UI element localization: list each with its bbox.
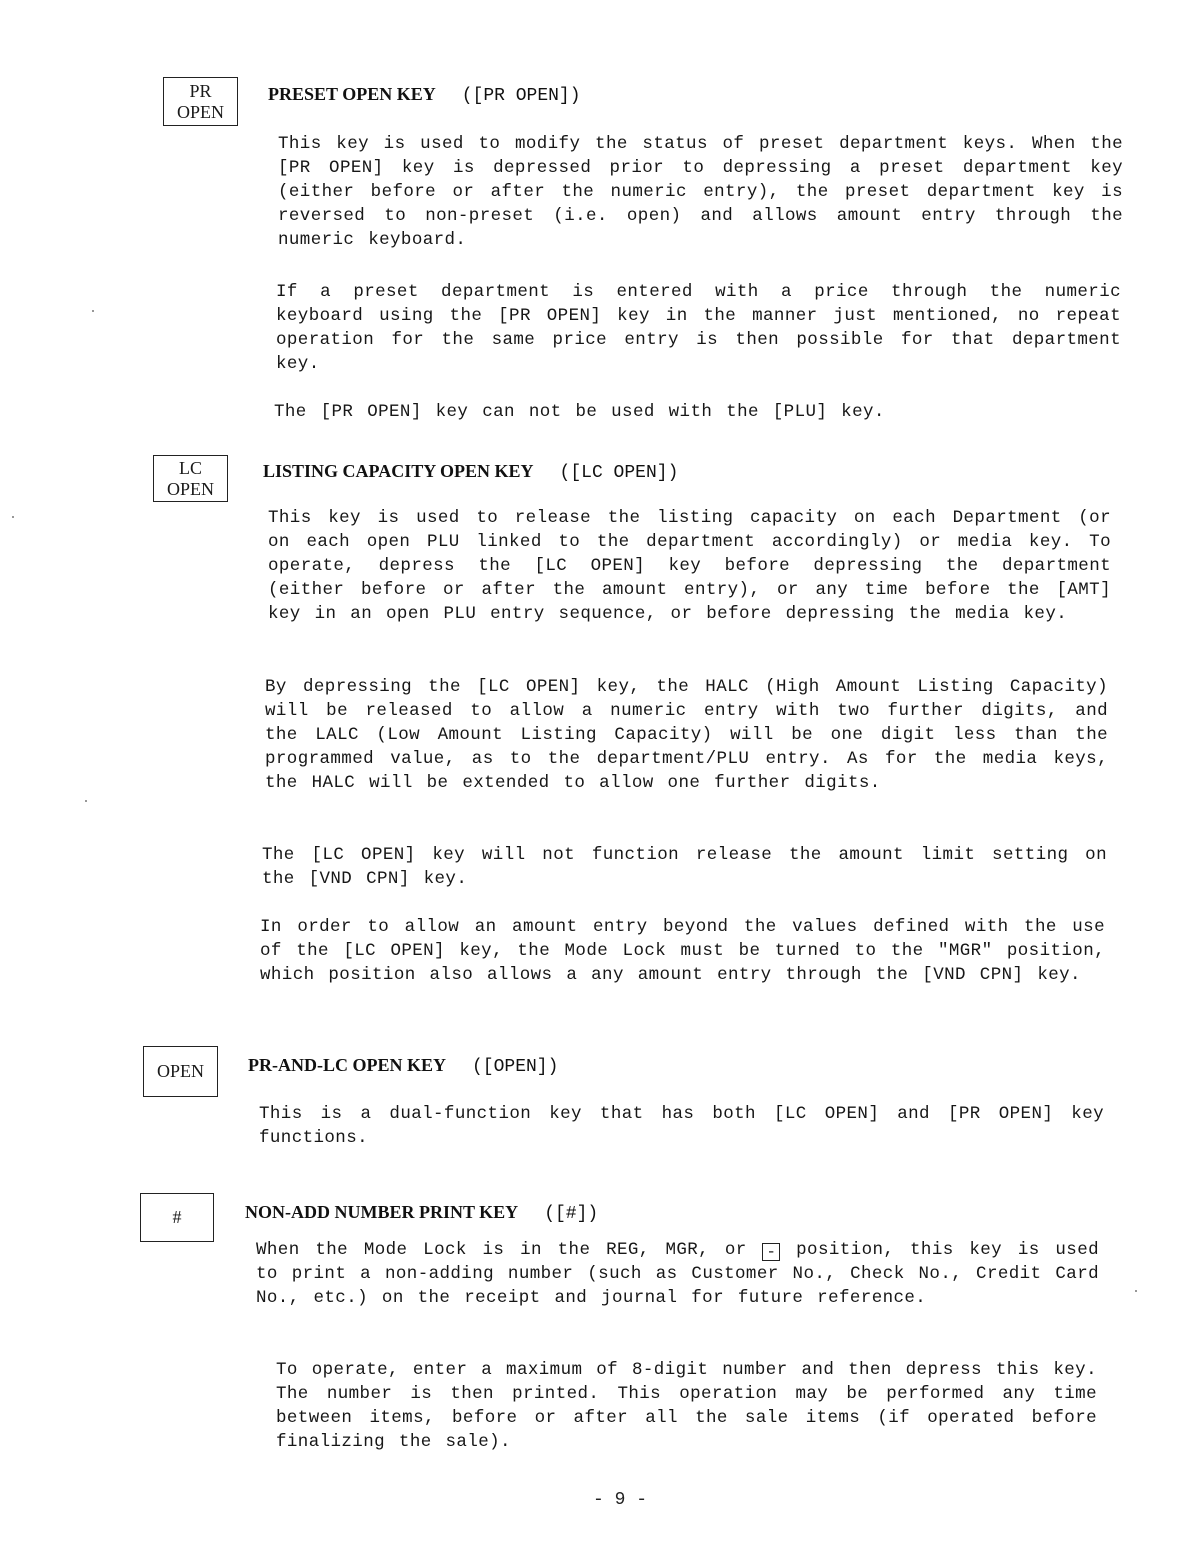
section-title: NON-ADD NUMBER PRINT KEY	[245, 1202, 519, 1222]
section-title: LISTING CAPACITY OPEN KEY	[263, 461, 534, 481]
section-heading	[245, 1202, 598, 1224]
paragraph: To operate, enter a maximum of 8-digit number and then depress this key. The number is then printed. This operation may be performed any time between items, before or after all the sale items (if operated before finalizing the sale).	[276, 1360, 1097, 1452]
key-label-line: PR	[189, 80, 212, 101]
paragraph-text: When the Mode Lock is in the REG, MGR, or	[256, 1240, 747, 1260]
section-title: PR-AND-LC OPEN KEY	[248, 1055, 446, 1075]
section-key-ref: ([#])	[544, 1204, 599, 1224]
paragraph	[256, 1238, 1099, 1310]
mode-position-box-icon: -	[762, 1243, 780, 1261]
key-label-line: #	[172, 1207, 182, 1227]
paragraph: This key is used to modify the status of preset department keys. When the [PR OPEN] key is depressed prior to depressing a preset department key (either before or after the numeric entry), the preset department key is reversed to non-preset (i.e. open) and allows amount entry through the numeric keyboard.	[278, 134, 1123, 250]
paragraph: In order to allow an amount entry beyond the values defined with the use of the [LC OPEN] key, the Mode Lock must be turned to the "MGR" position, which position also allows a any amount entry through the [VND CPN] key.	[260, 917, 1105, 985]
scan-speck	[1135, 1290, 1137, 1292]
section-heading	[248, 1055, 558, 1077]
pr-open-key-icon	[163, 77, 238, 126]
section-key-ref: ([OPEN])	[472, 1057, 559, 1077]
open-key-icon	[143, 1046, 218, 1097]
lc-open-key-icon	[153, 455, 228, 502]
page-number: - 9 -	[592, 1490, 647, 1510]
paragraph-text: position, this key is used to print a non-adding number (such as Customer No., Check No., Credit Card No., etc.) on the receipt and journal for future reference.	[256, 1240, 1100, 1308]
paragraph: If a preset department is entered with a price through the numeric keyboard using the [PR OPEN] key in the manner just mentioned, no repeat operation for the same price entry is then possible for that department key.	[276, 282, 1121, 374]
paragraph: The [LC OPEN] key will not function release the amount limit setting on the [VND CPN] key.	[262, 845, 1107, 889]
key-label-line: LC	[178, 457, 202, 478]
section-key-ref: ([PR OPEN])	[461, 86, 581, 106]
paragraph: This is a dual-function key that has both [LC OPEN] and [PR OPEN] key functions.	[259, 1104, 1104, 1148]
scan-speck	[12, 516, 14, 518]
key-label-line: OPEN	[156, 1061, 204, 1081]
scan-speck	[85, 800, 87, 802]
section-title: PRESET OPEN KEY	[268, 84, 436, 104]
section-key-ref: ([LC OPEN])	[559, 463, 679, 483]
paragraph: This key is used to release the listing capacity on each Department (or on each open PLU linked to the department accordingly) or media key. To operate, depress the [LC OPEN] key before depressing the department (either before or after the amount entry), or any time before the [AMT] key in an open PLU entry sequence, or before depressing the media key.	[268, 508, 1111, 624]
section-heading	[263, 461, 678, 483]
key-label-line: OPEN	[176, 101, 224, 122]
paragraph: By depressing the [LC OPEN] key, the HALC (High Amount Listing Capacity) will be released to allow a numeric entry with two further digits, and the LALC (Low Amount Listing Capacity) will be one digit less than the programmed value, as to the department/PLU entry. As for the media keys, the HALC will be extended to allow one further digits.	[265, 677, 1108, 793]
paragraph: The [PR OPEN] key can not be used with the [PLU] key.	[274, 402, 885, 422]
section-heading	[268, 84, 581, 106]
key-label-line: OPEN	[166, 478, 214, 499]
scan-speck	[92, 310, 94, 312]
number-sign-key-icon	[140, 1193, 214, 1242]
